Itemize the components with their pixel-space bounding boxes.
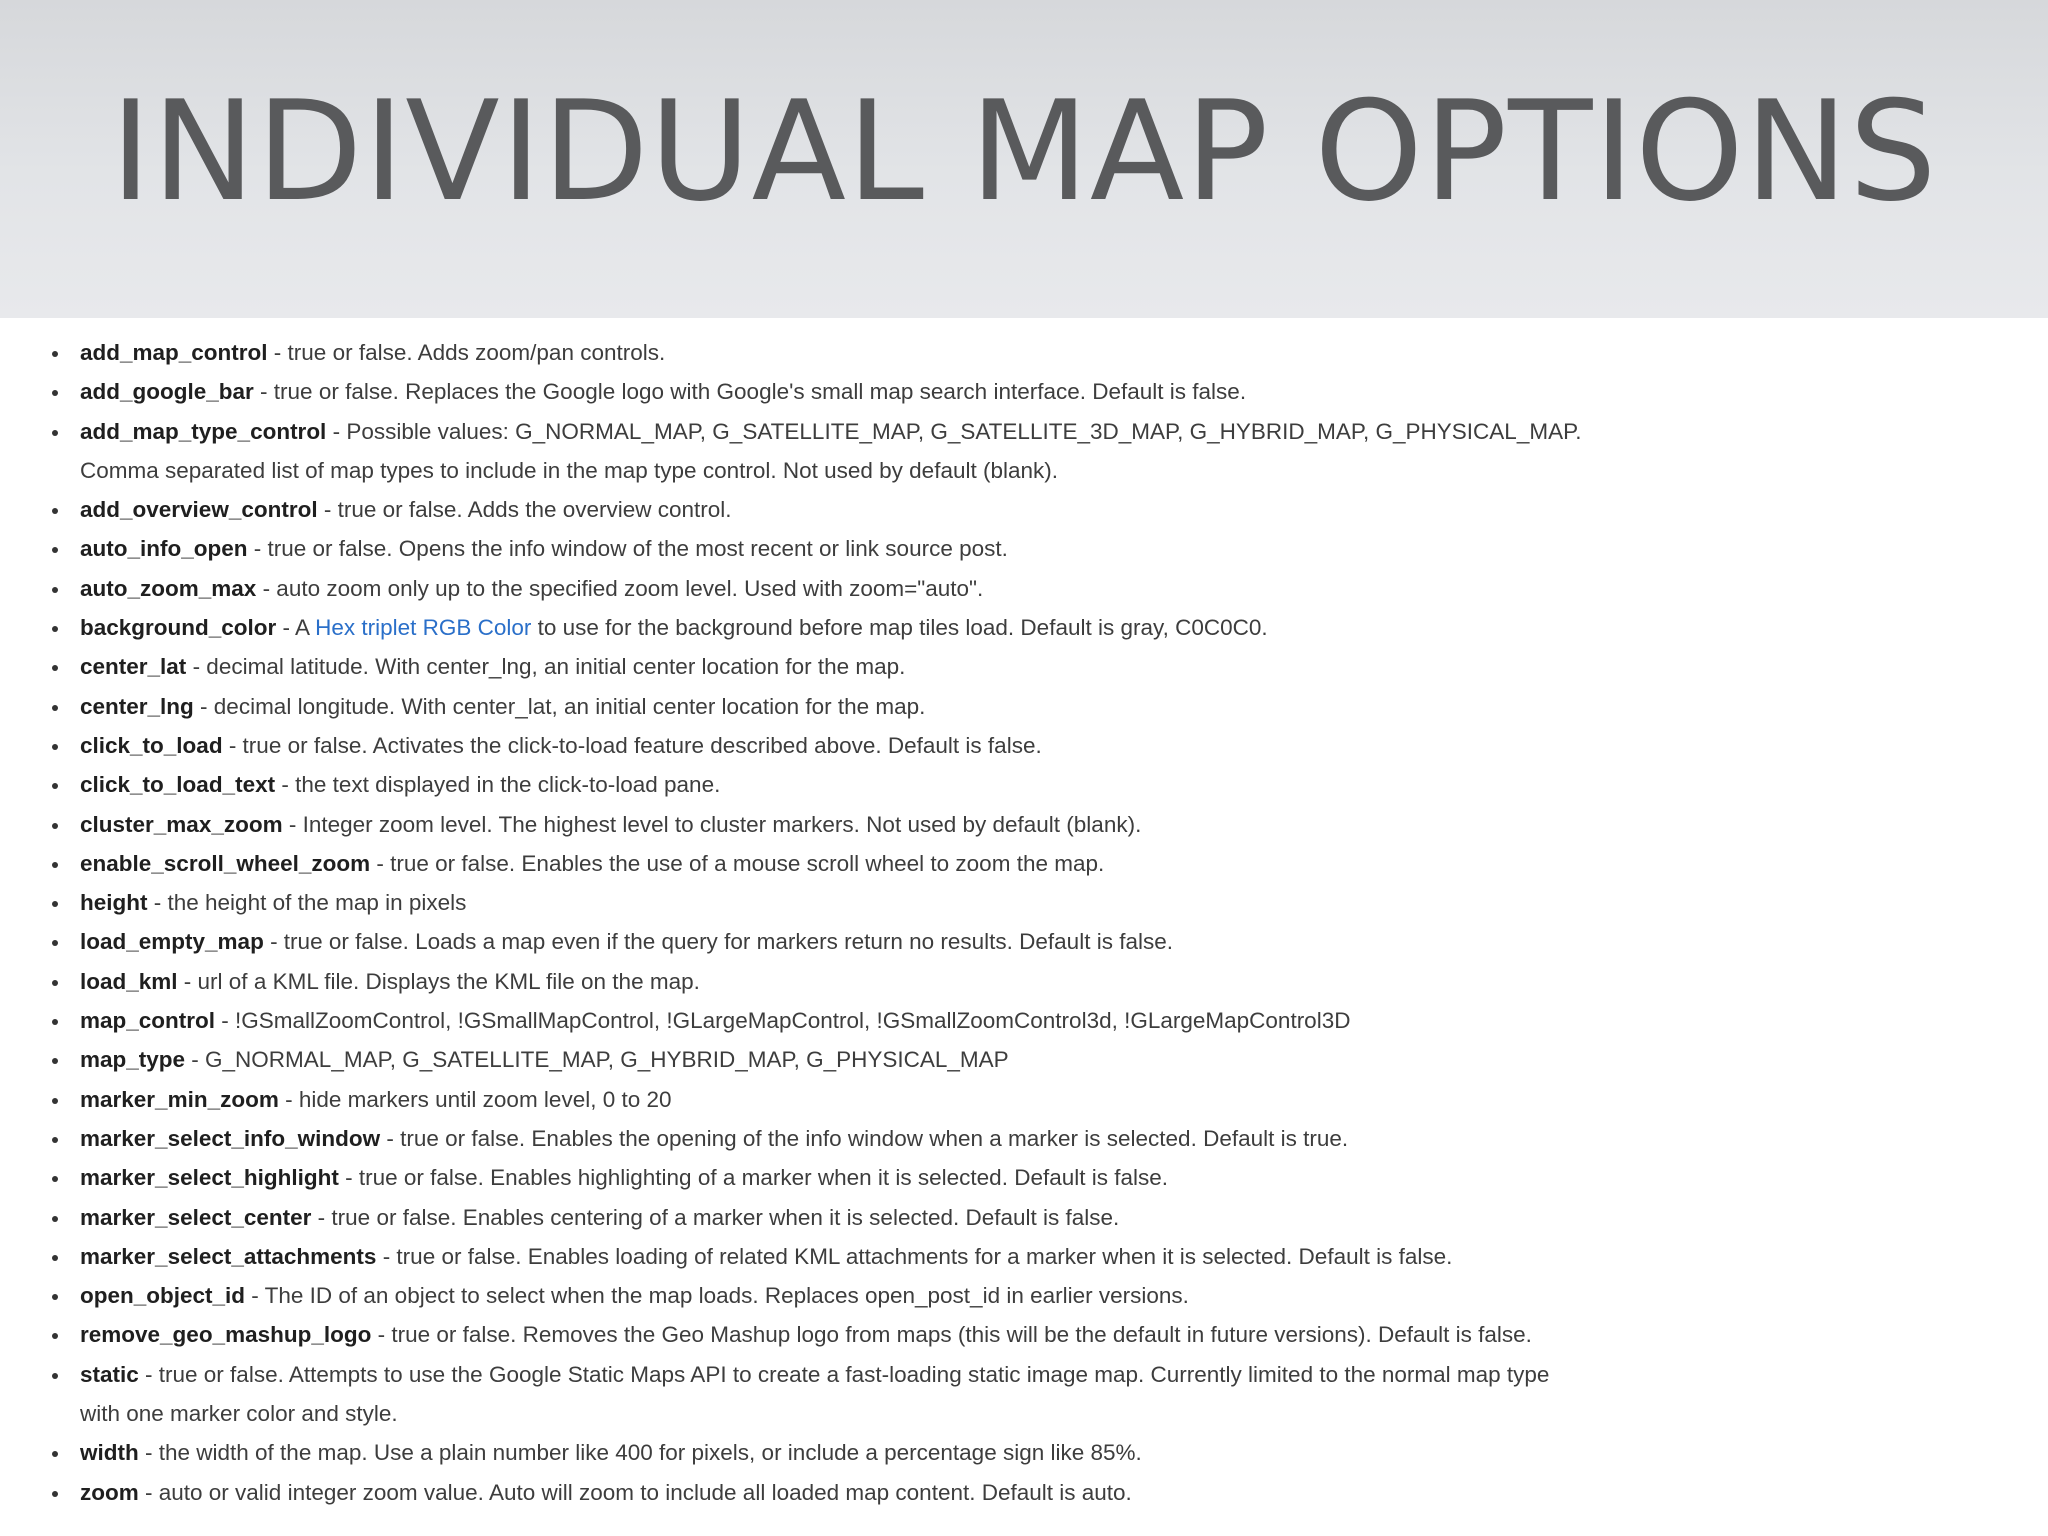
bullet-icon bbox=[52, 547, 58, 553]
option-description: - auto or valid integer zoom value. Auto will zoom to include all loaded map content. Default is auto. bbox=[138, 1479, 1132, 1505]
option-background-color bbox=[0, 608, 1700, 647]
bullet-icon bbox=[52, 1491, 58, 1497]
option-name: click_to_load_text bbox=[80, 772, 276, 798]
bullet-icon bbox=[52, 1058, 58, 1064]
bullet-icon bbox=[52, 508, 58, 514]
option-name: remove_geo_mashup_logo bbox=[80, 1322, 372, 1348]
bullet-icon bbox=[52, 665, 58, 671]
option-description-continued: with one marker color and style. bbox=[80, 1401, 398, 1427]
option-name: marker_select_highlight bbox=[80, 1165, 339, 1191]
option-description: - Possible values: G_NORMAL_MAP, G_SATELLITE_MAP, G_SATELLITE_3D_MAP, G_HYBRID_MAP, G_PHYSICAL_MAP. bbox=[326, 418, 1582, 444]
option-name: cluster_max_zoom bbox=[80, 811, 283, 837]
option-name: add_overview_control bbox=[80, 497, 318, 523]
option-name: marker_select_info_window bbox=[80, 1125, 381, 1151]
option-description: - true or false. Enables highlighting of a marker when it is selected. Default is false. bbox=[338, 1165, 1169, 1191]
option-description: - true or false. Attempts to use the Google Static Maps API to create a fast-loading static image map. Currently limited to the normal map type bbox=[138, 1361, 1550, 1387]
bullet-icon bbox=[52, 1137, 58, 1143]
option-add-overview-control bbox=[0, 490, 1700, 529]
option-zoom bbox=[0, 1473, 1700, 1512]
option-name: zoom bbox=[80, 1479, 139, 1505]
option-description: - true or false. Removes the Geo Mashup logo from maps (this will be the default in future versions). Default is false. bbox=[371, 1322, 1532, 1348]
option-description: - the text displayed in the click-to-load pane. bbox=[275, 772, 721, 798]
option-name: click_to_load bbox=[80, 732, 223, 758]
bullet-icon bbox=[52, 1019, 58, 1025]
option-name: width bbox=[80, 1440, 139, 1466]
option-name: marker_select_center bbox=[80, 1204, 312, 1230]
options-list bbox=[0, 333, 1700, 1512]
option-name: map_control bbox=[80, 1008, 216, 1034]
option-name: add_map_type_control bbox=[80, 418, 327, 444]
option-description-continued: Comma separated list of map types to include in the map type control. Not used by default (blank). bbox=[80, 457, 1059, 483]
option-marker-min-zoom bbox=[0, 1080, 1700, 1119]
option-map-control bbox=[0, 1001, 1700, 1040]
bullet-icon bbox=[52, 901, 58, 907]
bullet-icon bbox=[52, 1176, 58, 1182]
option-description: - true or false. Adds the overview control. bbox=[317, 497, 732, 523]
bullet-icon bbox=[52, 1216, 58, 1222]
bullet-icon bbox=[52, 351, 58, 357]
option-description: - url of a KML file. Displays the KML file on the map. bbox=[177, 968, 700, 994]
slide-title: INDIVIDUAL MAP OPTIONS bbox=[110, 71, 1938, 232]
option-center-lng bbox=[0, 687, 1700, 726]
option-name: load_kml bbox=[80, 968, 178, 994]
option-description: - decimal latitude. With center_lng, an initial center location for the map. bbox=[186, 654, 906, 680]
option-auto-zoom-max bbox=[0, 569, 1700, 608]
option-marker-select-info-window bbox=[0, 1119, 1700, 1158]
option-description: - Integer zoom level. The highest level to cluster markers. Not used by default (blank). bbox=[282, 811, 1142, 837]
option-description: - G_NORMAL_MAP, G_SATELLITE_MAP, G_HYBRID_MAP, G_PHYSICAL_MAP bbox=[185, 1047, 1009, 1073]
option-name: center_lat bbox=[80, 654, 187, 680]
option-add-google-bar bbox=[0, 372, 1700, 411]
option-click-to-load-text bbox=[0, 765, 1700, 804]
option-description: - true or false. Enables the opening of the info window when a marker is selected. Default is true. bbox=[380, 1125, 1349, 1151]
option-load-empty-map bbox=[0, 922, 1700, 961]
option-enable-scroll-wheel-zoom bbox=[0, 844, 1700, 883]
option-description: - true or false. Opens the info window of the most recent or link source post. bbox=[247, 536, 1008, 562]
option-description-rest: to use for the background before map tiles load. Default is gray, C0C0C0. bbox=[531, 615, 1268, 641]
option-width bbox=[0, 1433, 1700, 1472]
option-name: height bbox=[80, 890, 148, 916]
option-auto-info-open bbox=[0, 529, 1700, 568]
option-name: open_object_id bbox=[80, 1283, 246, 1309]
option-static bbox=[0, 1355, 1700, 1434]
bullet-icon bbox=[52, 1255, 58, 1261]
bullet-icon bbox=[52, 1294, 58, 1300]
option-name: load_empty_map bbox=[80, 929, 264, 955]
option-description: - hide markers until zoom level, 0 to 20 bbox=[278, 1086, 672, 1112]
bullet-icon bbox=[52, 783, 58, 789]
option-remove-geo-mashup-logo bbox=[0, 1315, 1700, 1354]
option-add-map-type-control bbox=[0, 412, 1700, 491]
option-name: enable_scroll_wheel_zoom bbox=[80, 850, 371, 876]
option-load-kml bbox=[0, 962, 1700, 1001]
option-description: - A bbox=[276, 615, 316, 641]
bullet-icon bbox=[52, 823, 58, 829]
bullet-icon bbox=[52, 626, 58, 632]
option-marker-select-highlight bbox=[0, 1158, 1700, 1197]
option-description: - true or false. Enables loading of related KML attachments for a marker when it is selected. Default is false. bbox=[376, 1243, 1453, 1269]
bullet-icon bbox=[52, 1098, 58, 1104]
option-center-lat bbox=[0, 647, 1700, 686]
option-name: add_map_control bbox=[80, 340, 268, 365]
option-description: - the height of the map in pixels bbox=[147, 890, 467, 916]
option-click-to-load bbox=[0, 726, 1700, 765]
option-open-object-id bbox=[0, 1276, 1700, 1315]
option-description: - true or false. Adds zoom/pan controls. bbox=[267, 340, 666, 365]
bullet-icon bbox=[52, 1373, 58, 1379]
option-description: - true or false. Enables centering of a marker when it is selected. Default is false. bbox=[311, 1204, 1120, 1230]
option-marker-select-center bbox=[0, 1198, 1700, 1237]
title-band bbox=[0, 0, 2048, 318]
option-name: marker_select_attachments bbox=[80, 1243, 377, 1269]
bullet-icon bbox=[52, 1333, 58, 1339]
option-name: marker_min_zoom bbox=[80, 1086, 279, 1112]
option-description: - !GSmallZoomControl, !GSmallMapControl, !GLargeMapControl, !GSmallZoomControl3d, !GLargeMapControl3D bbox=[215, 1008, 1351, 1034]
bullet-icon bbox=[52, 705, 58, 711]
option-description: - The ID of an object to select when the map loads. Replaces open_post_id in earlier versions. bbox=[245, 1283, 1189, 1309]
bullet-icon bbox=[52, 587, 58, 593]
option-add-map-control bbox=[0, 333, 1700, 372]
option-name: map_type bbox=[80, 1047, 186, 1073]
bullet-icon bbox=[52, 940, 58, 946]
option-name: background_color bbox=[80, 615, 277, 641]
option-description: - decimal longitude. With center_lat, an initial center location for the map. bbox=[193, 693, 926, 719]
option-description: - true or false. Enables the use of a mouse scroll wheel to zoom the map. bbox=[370, 850, 1105, 876]
option-name: add_google_bar bbox=[80, 379, 254, 405]
option-cluster-max-zoom bbox=[0, 805, 1700, 844]
option-description: - auto zoom only up to the specified zoom level. Used with zoom="auto". bbox=[256, 575, 984, 601]
option-name: auto_zoom_max bbox=[80, 575, 257, 601]
bullet-icon bbox=[52, 390, 58, 396]
bullet-icon bbox=[52, 980, 58, 986]
bullet-icon bbox=[52, 1451, 58, 1457]
option-name: center_lng bbox=[80, 693, 194, 719]
option-description: - true or false. Activates the click-to-load feature described above. Default is false. bbox=[222, 732, 1042, 758]
option-description: - true or false. Replaces the Google logo with Google's small map search interface. Default is false. bbox=[253, 379, 1247, 405]
hex-triplet-rgb-color-link[interactable]: Hex triplet RGB Color bbox=[315, 615, 532, 641]
bullet-icon bbox=[52, 744, 58, 750]
option-description: - the width of the map. Use a plain number like 400 for pixels, or include a percentage sign like 85%. bbox=[138, 1440, 1142, 1466]
option-marker-select-attachments bbox=[0, 1237, 1700, 1276]
bullet-icon bbox=[52, 430, 58, 436]
option-map-type bbox=[0, 1040, 1700, 1079]
option-name: static bbox=[80, 1361, 139, 1387]
option-name: auto_info_open bbox=[80, 536, 248, 562]
option-height bbox=[0, 883, 1700, 922]
bullet-icon bbox=[52, 862, 58, 868]
option-description: - true or false. Loads a map even if the query for markers return no results. Default is false. bbox=[263, 929, 1173, 955]
